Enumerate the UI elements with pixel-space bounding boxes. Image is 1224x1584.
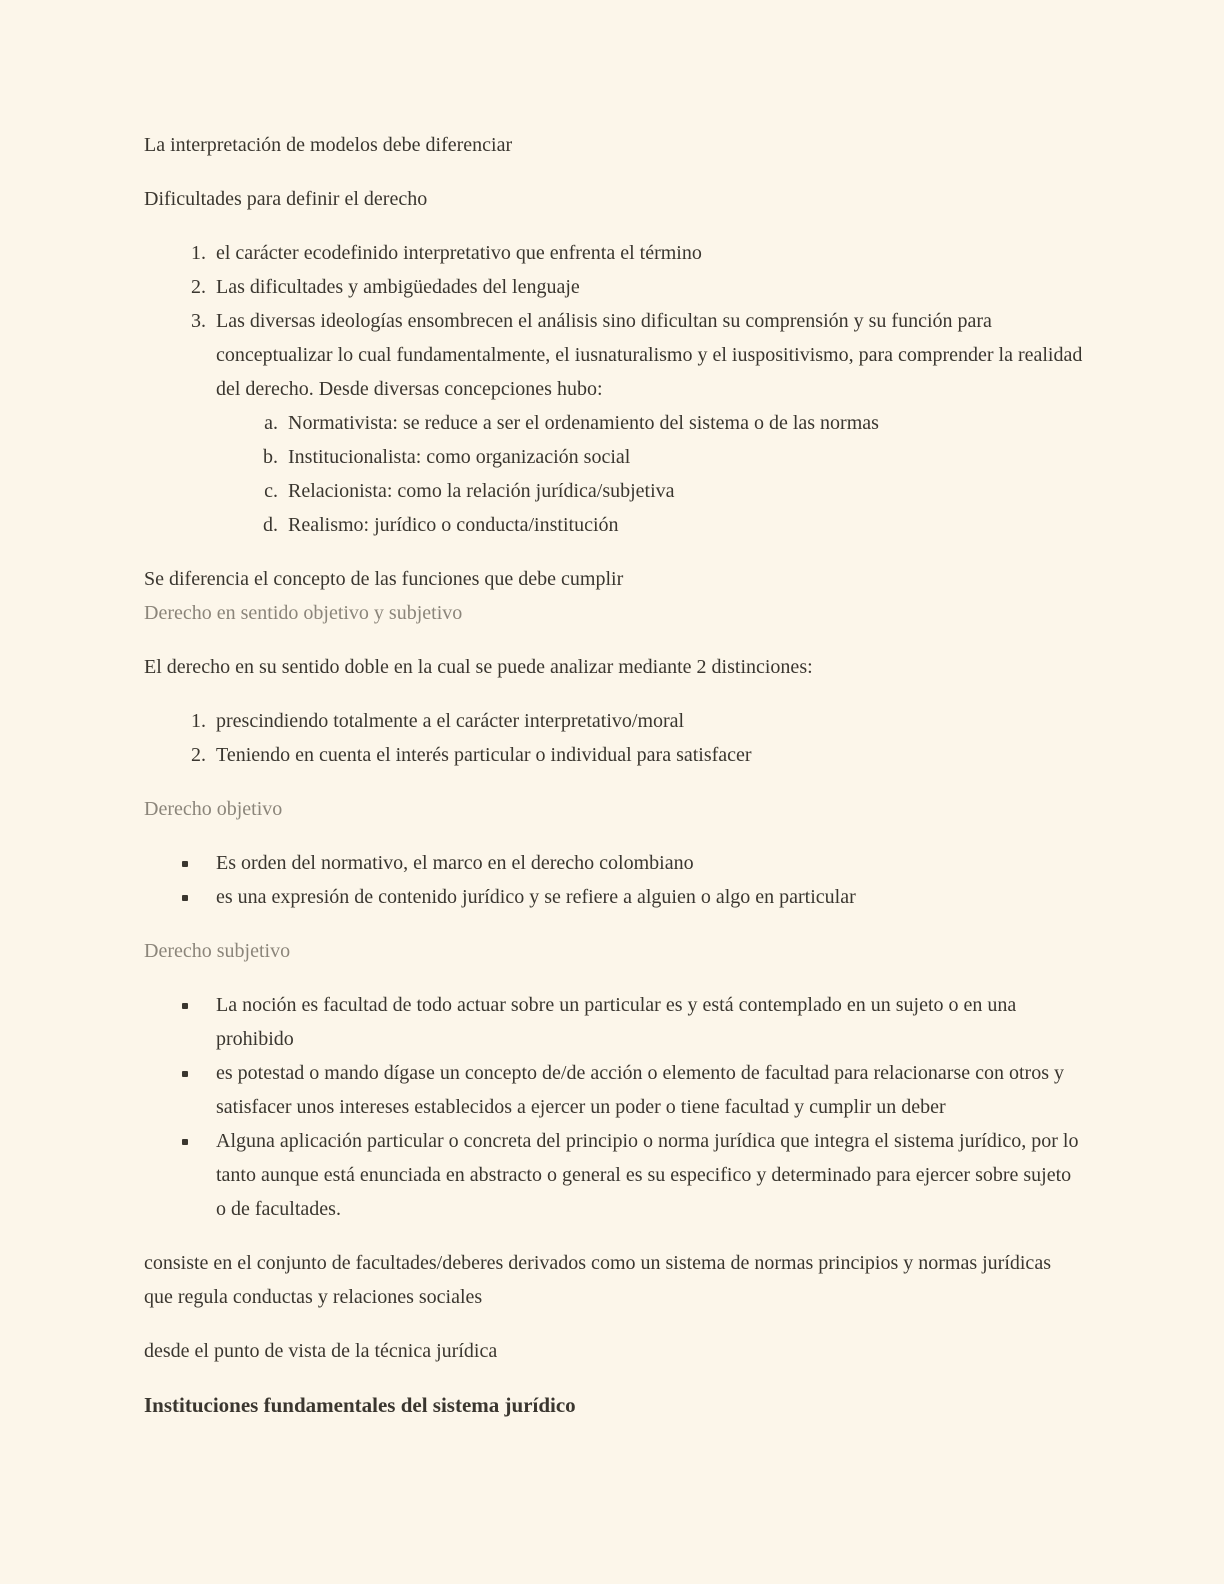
- paragraph-technique: desde el punto de vista de la técnica jurídica: [144, 1340, 498, 1362]
- bullet-icon: [182, 1003, 188, 1009]
- bullet-item-text: es una expresión de contenido jurídico y se refiere a alguien o algo en particular: [216, 886, 856, 908]
- sublist-item: [216, 406, 1084, 440]
- bullet-item-text: es potestad o mando dígase un concepto de/de acción o elemento de facultad para relacionarse con otros y satisfacer unos intereses establecidos a ejercer un poder o tiene facultad y cumplir un deber: [216, 1062, 1064, 1118]
- list-item: [144, 270, 1084, 304]
- list-number: 1.: [191, 710, 206, 732]
- bullet-item-text: La noción es facultad de todo actuar sobre un particular es y está contemplado en un sujeto o en una prohibido: [216, 994, 1017, 1050]
- bullet-item: [144, 880, 1084, 914]
- list-number: 1.: [191, 242, 206, 264]
- list-number: 2.: [191, 744, 206, 766]
- list-item-text: Teniendo en cuenta el interés particular o individual para satisfacer: [216, 744, 752, 766]
- sublist-item-text: Relacionista: como la relación jurídica/subjetiva: [288, 480, 675, 502]
- distinctions-list: [144, 704, 1084, 772]
- sublist-item: [216, 508, 1084, 542]
- sublist-letter: a.: [264, 412, 278, 434]
- bullet-item-text: Es orden del normativo, el marco en el derecho colombiano: [216, 852, 694, 874]
- bullet-icon: [182, 1139, 188, 1145]
- list-item: [144, 236, 1084, 270]
- list-item: [144, 304, 1084, 542]
- subheading-sentido: Derecho en sentido objetivo y subjetivo: [144, 602, 463, 624]
- sublist-item: [216, 440, 1084, 474]
- bullet-item-text: Alguna aplicación particular o concreta del principio o norma jurídica que integra el sistema jurídico, por lo tanto aunque está enunciada en abstracto o general es su especifico y determinado para ejercer sobre sujeto o de facultades.: [216, 1130, 1079, 1220]
- paragraph-functions: Se diferencia el concepto de las funciones que debe cumplir: [144, 568, 624, 590]
- paragraph-double-sense: El derecho en su sentido doble en la cual se puede analizar mediante 2 distinciones:: [144, 656, 813, 678]
- paragraph-consists: consiste en el conjunto de facultades/deberes derivados como un sistema de normas principios y normas jurídicas que regula conductas y relaciones sociales: [144, 1252, 1051, 1308]
- bullet-item: [144, 988, 1084, 1056]
- conceptions-sublist: [216, 406, 1084, 542]
- list-item: [144, 704, 1084, 738]
- list-item-text: el carácter ecodefinido interpretativo que enfrenta el término: [216, 242, 702, 264]
- bullet-item: [144, 1124, 1084, 1226]
- bullet-icon: [182, 861, 188, 867]
- sublist-letter: b.: [263, 446, 278, 468]
- list-item: [144, 738, 1084, 772]
- sublist-item-text: Realismo: jurídico o conducta/institución: [288, 514, 619, 536]
- list-number: 2.: [191, 276, 206, 298]
- paragraph-interpretation: La interpretación de modelos debe diferenciar: [144, 134, 513, 156]
- list-item-text: Las diversas ideologías ensombrecen el análisis sino dificultan su comprensión y su función para conceptualizar lo cual fundamentalmente, el iusnaturalismo y el iuspositivismo, para comprender la realidad del derecho. Desde diversas concepciones hubo:: [216, 310, 1083, 400]
- sublist-letter: c.: [264, 480, 278, 502]
- sublist-letter: d.: [263, 514, 278, 536]
- difficulties-list: [144, 236, 1084, 542]
- sublist-item-text: Normativista: se reduce a ser el ordenamiento del sistema o de las normas: [288, 412, 879, 434]
- sublist-item-text: Institucionalista: como organización social: [288, 446, 631, 468]
- bullet-item: [144, 846, 1084, 880]
- list-item-text: Las dificultades y ambigüedades del lenguaje: [216, 276, 580, 298]
- heading-institutions: Instituciones fundamentales del sistema jurídico: [144, 1393, 576, 1417]
- subjective-list: [144, 988, 1084, 1226]
- objective-list: [144, 846, 1084, 914]
- sublist-item: [216, 474, 1084, 508]
- subheading-objetivo: Derecho objetivo: [144, 798, 283, 820]
- subheading-subjetivo: Derecho subjetivo: [144, 940, 291, 962]
- bullet-item: [144, 1056, 1084, 1124]
- bullet-icon: [182, 895, 188, 901]
- bullet-icon: [182, 1071, 188, 1077]
- list-number: 3.: [191, 310, 206, 332]
- list-item-text: prescindiendo totalmente a el carácter interpretativo/moral: [216, 710, 685, 732]
- paragraph-difficulties: Dificultades para definir el derecho: [144, 188, 428, 210]
